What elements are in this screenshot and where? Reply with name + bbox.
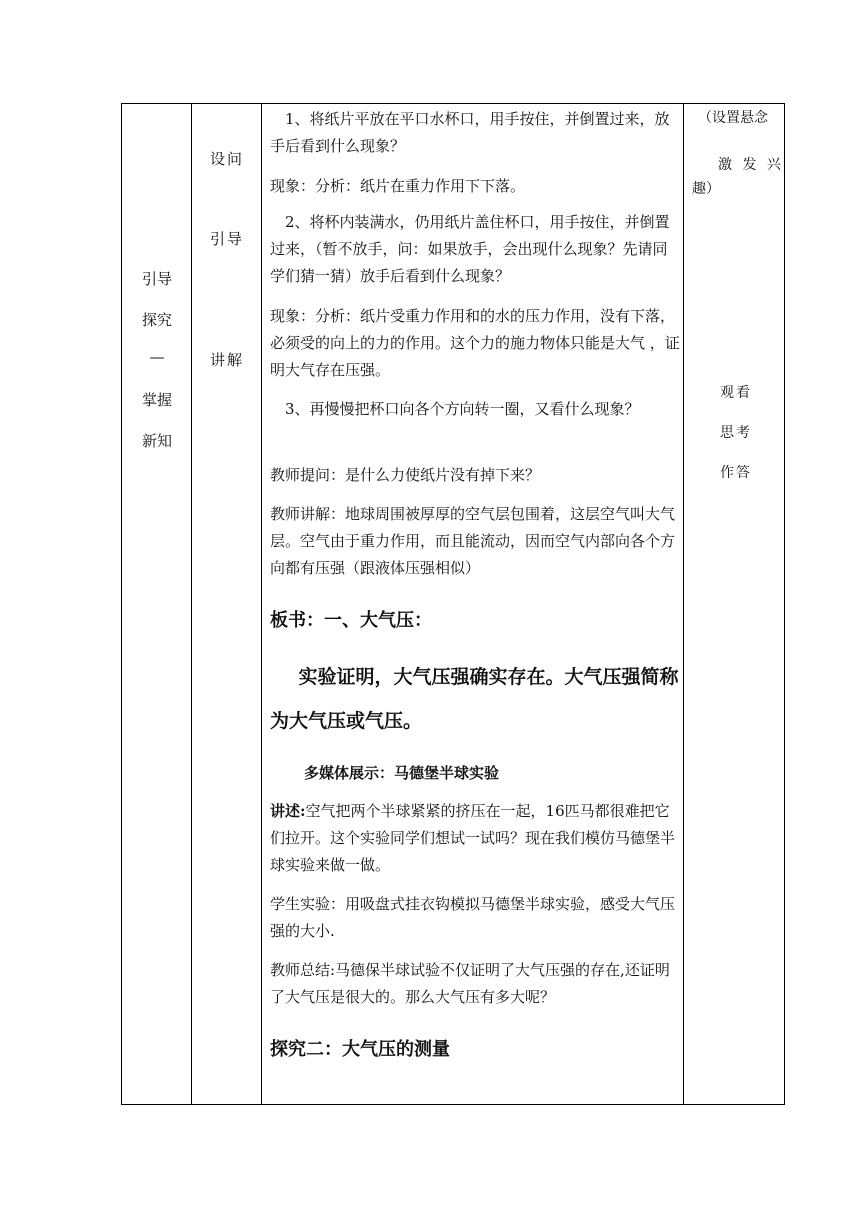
stage-column: [122, 104, 192, 1104]
paragraph: 2、将杯内装满水，仍用纸片盖住杯口，用手按住，并倒置过来，（暂不放手，问：如果放手，会出现什么现象？先请同学们猜一猜）放手后看到什么现象？: [270, 213, 670, 285]
stage-label: 探究: [141, 311, 172, 329]
note-line: （设置悬念: [698, 110, 768, 126]
note-line: 趣）: [692, 181, 720, 197]
method-label: 引导: [209, 230, 244, 248]
stage-label: —: [149, 348, 165, 366]
note-line: 激 发 兴: [718, 157, 784, 173]
multimedia-heading: 多媒体展示：马德堡半球实验: [304, 764, 500, 782]
board-statement: 实验证明，大气压强确实存在。大气压强简称为大气压或气压。: [270, 666, 679, 732]
note-line: 观看: [720, 385, 752, 401]
stage-label: 引导: [141, 270, 172, 288]
paragraph: [270, 798, 680, 879]
narration-label: 讲述:: [270, 802, 306, 820]
paragraph: 1、将纸片平放在平口水杯口，用手按住，并倒置过来，放手后看到什么现象？: [270, 110, 670, 155]
paragraph: 教师总结:马德保半球试验不仅证明了大气压强的存在,还证明了大气压是很大的。那么大气压有多大呢？: [270, 961, 670, 1006]
note-column: [684, 104, 785, 1104]
note-line: 作答: [720, 465, 752, 481]
paragraph: 教师提问：是什么力使纸片没有掉下来？: [270, 466, 541, 484]
narration-text: 空气把两个半球紧紧的挤压在一起，16匹马都很难把它们拉开。这个实验同学们想试一试吗？现在我们模仿马德堡半球实验来做一做。: [270, 802, 676, 874]
board-heading: 板书：一、大气压：: [270, 610, 432, 631]
lesson-table: [121, 103, 785, 1105]
stage-label: 掌握: [141, 391, 172, 409]
section-heading: 探究二：大气压的测量: [270, 1039, 450, 1060]
content-column: [262, 104, 684, 1104]
paragraph: 现象：分析：纸片受重力作用和的水的压力作用，没有下落，必须受的向上的力的作用。这个力的施力物体只能是大气 ，证明大气存在压强。: [270, 307, 680, 379]
paragraph: 教师讲解：地球周围被厚厚的空气层包围着，这层空气叫大气层。空气由于重力作用，而且能流动，因而空气内部向各个方向都有压强（跟液体压强相似）: [270, 505, 676, 577]
method-label: 设问: [209, 150, 244, 168]
method-label: 讲解: [209, 351, 244, 369]
stage-label: 新知: [141, 432, 172, 450]
paragraph: 学生实验：用吸盘式挂衣钩模拟马德堡半球实验，感受大气压强的大小.: [270, 895, 676, 940]
method-column: [192, 104, 262, 1104]
paragraph: 现象：分析：纸片在重力作用下下落。: [270, 177, 526, 195]
note-line: 思考: [720, 425, 752, 441]
paragraph: 3、再慢慢把杯口向各个方向转一圈，又看什么现象？: [285, 400, 640, 418]
